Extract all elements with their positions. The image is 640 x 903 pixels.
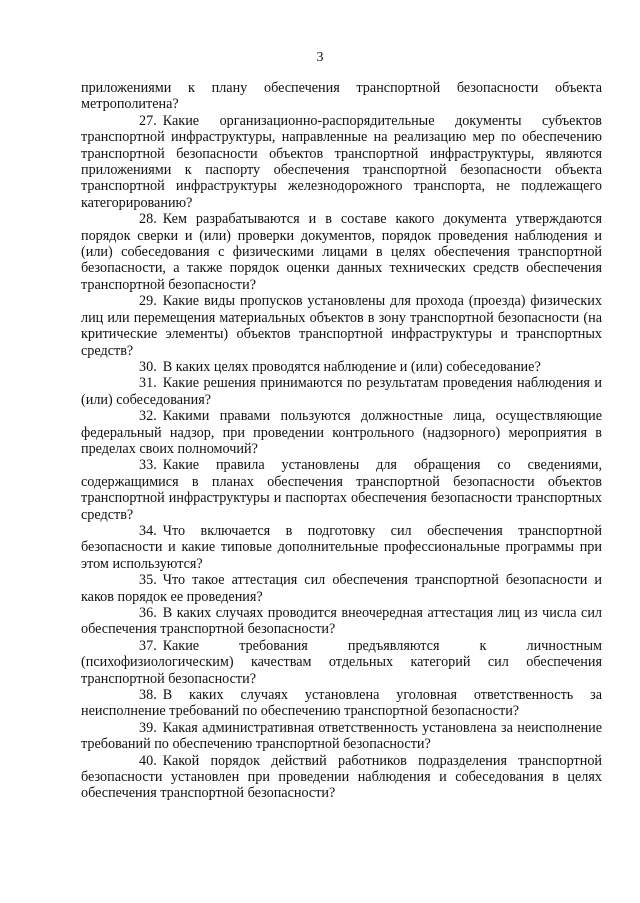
question-text: Какая административная ответственность установлена за неисполнение требований по обеспечению транспортной безопасности?	[81, 719, 602, 753]
document-body	[81, 80, 602, 802]
question-text: В каких случаях проводится внеочередная аттестация лиц из числа сил обеспечения транспортной безопасности?	[81, 605, 602, 638]
question-number: 32.	[139, 408, 157, 425]
question-35	[81, 572, 602, 605]
question-39	[81, 720, 602, 753]
page-number: 3	[316, 50, 324, 65]
question-number: 36.	[139, 605, 157, 621]
question-number: 35.	[139, 572, 157, 589]
question-28	[81, 211, 602, 293]
question-40	[81, 753, 602, 802]
question-number: 31.	[139, 375, 157, 392]
question-33	[81, 457, 602, 523]
question-31	[81, 375, 602, 408]
question-number: 33.	[139, 457, 157, 474]
question-text: Кем разрабатываются и в составе какого документа утверждаются порядок сверки и (или) проверки документов, порядок проведения наблюдения и (или) собеседования с физическими лицами в целях обеспечения транспортной безопасности, а также порядок оценки данных технических средств обеспечения транспортной безопасности?	[81, 211, 602, 293]
question-number: 29.	[139, 293, 157, 310]
question-text: В каких целях проводятся наблюдение и (или) собеседование?	[162, 358, 541, 375]
question-36	[81, 605, 602, 638]
question-text: Какие требования предъявляются к личностным (психофизиологическим) качествам отдельных категорий сил обеспечения транспортной безопасности?	[81, 637, 602, 687]
question-30	[81, 359, 602, 375]
question-number: 40.	[139, 752, 157, 769]
question-number: 38.	[139, 687, 157, 704]
question-number: 34.	[139, 522, 157, 539]
question-text: Какой порядок действий работников подразделения транспортной безопасности установлен при проведении наблюдения и собеседования в целях обеспечения транспортной безопасности?	[81, 752, 602, 802]
continuation-paragraph: приложениями к плану обеспечения транспортной безопасности объекта метрополитена?	[81, 80, 602, 113]
question-29	[81, 293, 602, 359]
question-number: 30.	[139, 358, 157, 375]
question-text: Что такое аттестация сил обеспечения транспортной безопасности и каков порядок ее проведения?	[81, 572, 602, 605]
question-32	[81, 408, 602, 457]
question-38	[81, 687, 602, 720]
question-number: 37.	[139, 637, 157, 654]
question-number: 28.	[139, 211, 157, 228]
question-text: Какие правила установлены для обращения со сведениями, содержащимися в планах обеспечения транспортной безопасности объектов транспортной инфраструктуры и паспортах обеспечения безопасности транспортных средств?	[81, 457, 602, 523]
question-text: Какие решения принимаются по результатам проведения наблюдения и (или) собеседования?	[81, 375, 602, 408]
question-34	[81, 523, 602, 572]
question-text: Какие организационно-распорядительные документы субъектов транспортной инфраструктуры, направленные на реализацию мер по обеспечению транспортной безопасности объектов транспортной инфраструктуры, являются приложениями к паспорту обеспечения транспортной безопасности объекта транспортной инфраструктуры железнодорожного транспорта, не подлежащего категорированию?	[81, 112, 602, 211]
question-text: Какие виды пропусков установлены для прохода (проезда) физических лиц или перемещения материальных объектов в зону транспортной безопасности (на критические элементы) объектов транспортной инфраструктуры и транспортных средств?	[81, 293, 602, 359]
question-27	[81, 113, 602, 211]
question-text: Какими правами пользуются должностные лица, осуществляющие федеральный надзор, при проведении контрольного (надзорного) мероприятия в пределах своих полномочий?	[81, 408, 602, 457]
question-number: 39.	[139, 719, 157, 736]
question-37	[81, 638, 602, 687]
question-text: В каких случаях установлена уголовная ответственность за неисполнение требований по обеспечению транспортной безопасности?	[81, 687, 602, 720]
question-text: Что включается в подготовку сил обеспечения транспортной безопасности и какие типовые дополнительные профессиональные программы при этом используются?	[81, 522, 602, 572]
question-number: 27.	[139, 112, 157, 129]
